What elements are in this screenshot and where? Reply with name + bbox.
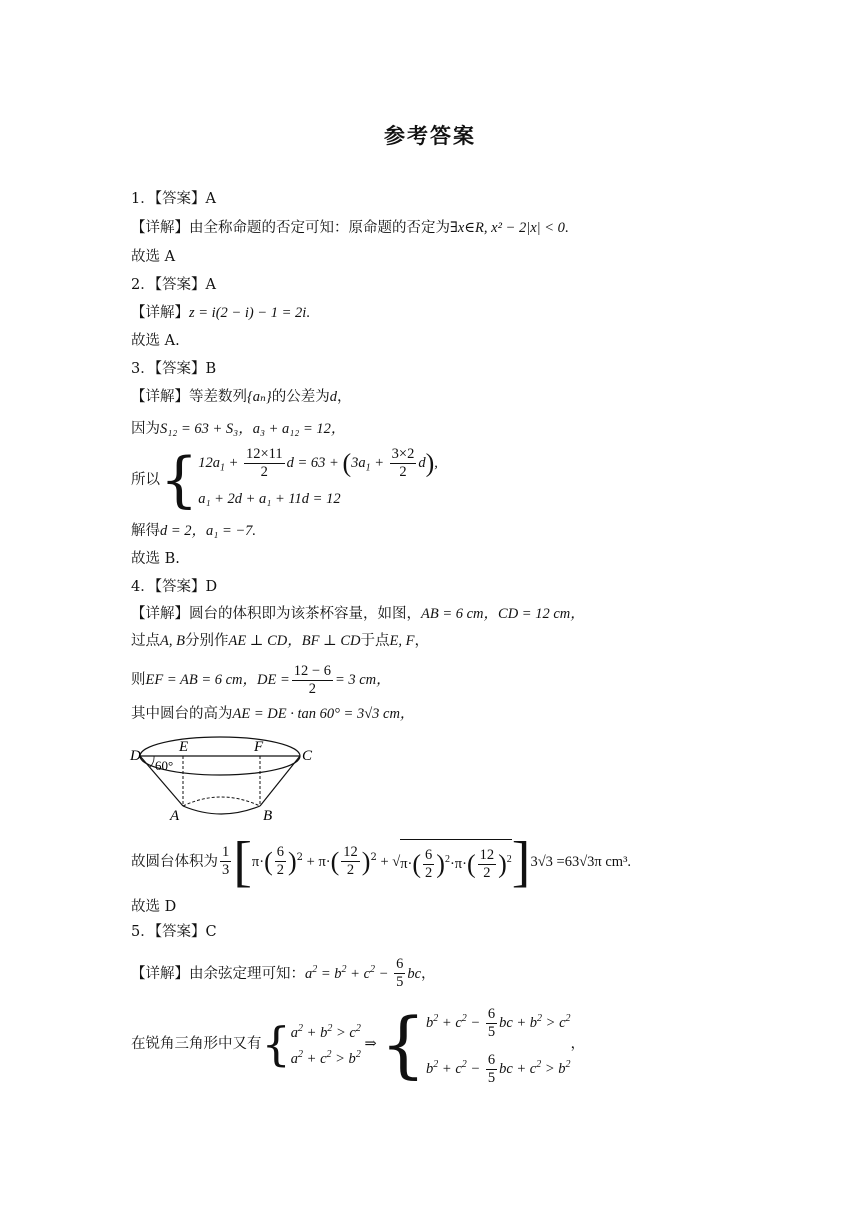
q3-detail-suffix: 的公差为 — [271, 389, 330, 405]
q4-frac-num: 12 − 6 — [293, 662, 331, 679]
q4-line2-mid: 分别作 — [184, 633, 229, 649]
label-angle: 60° — [155, 758, 174, 773]
q3-because-formula: S₁₂ = 63 + S₃，a₃ + a₁₂ = 12， — [160, 421, 346, 437]
q4-line3-fraction — [292, 663, 333, 698]
q4-line4-text: 其中圆台的高为 — [131, 706, 233, 722]
q1-end: 故选 A — [131, 249, 176, 265]
q1-detail-text: 【详解】由全称命题的否定可知：原命题的否定为 — [131, 220, 450, 236]
q3-solve-formula: d = 2，a₁ = −7. — [160, 523, 257, 539]
q3-because-text: 因为 — [131, 421, 160, 437]
label-f: F — [254, 739, 264, 755]
label-d: D — [130, 748, 141, 764]
q3-because — [131, 419, 345, 439]
q5-system-left: $a^2 + b^2 > c^2$ $a^2 + c^2 > b^2$ — [290, 1023, 361, 1067]
q4-detail-text: 【详解】圆台的体积即为该茶杯容量，如图， — [131, 606, 421, 622]
q2-answer: 2．【答案】A — [131, 277, 216, 293]
page-title: 参考答案 — [384, 123, 476, 148]
q5-acute: 在锐角三角形中又有{ $a^2 + b^2 > c^2$ $a^2 + c^2 > b^2$ ⇒ { $b^2 + c^2$ − $\frac{6}{5}$ bc + $b^2 > c^2$ $b^2 + c^2$ − $\frac{6}{5}$ bc + $c^2 > b^2$ ， — [131, 998, 585, 1090]
q1-answer: 1．【答案】A — [131, 191, 216, 207]
q2-detail: 【详解】z = i(2 − i) − 1 = 2i. — [131, 305, 310, 321]
q4-line4-formula: AE = DE · tan 60° = 3√3 cm， — [232, 706, 415, 722]
q3-end: 故选 B. — [131, 551, 180, 567]
q4-line3-formula2: = 3 cm， — [334, 672, 391, 688]
q3-sys-line1: $12a_1$ + $\frac{12\times 11}{2}$ $d = 63 + (3a_1$ + $\frac{3\times 2}{2}$ d), — [198, 446, 438, 480]
label-b: B — [263, 808, 273, 824]
q5-system-right: $b^2 + c^2$ − $\frac{6}{5}$ bc + $b^2 > c^2$ $b^2 + c^2$ − $\frac{6}{5}$ bc + $c^2 > b^2$ — [426, 1006, 571, 1086]
q3-so-text: 所以 — [131, 471, 160, 488]
q4-volume-result: 3√3 =63√3π cm³. — [530, 853, 632, 870]
q4-volume-text: 故圆台体积为 — [131, 853, 218, 870]
q3-equation-system — [198, 446, 438, 514]
q4-answer: 4．【答案】D — [131, 579, 218, 595]
q3-solve-text: 解得 — [131, 523, 160, 539]
q4-line2-points2: E, F — [389, 633, 415, 649]
q2-formula: z = i(2 − i) − 1 = 2i — [189, 305, 307, 321]
q1-formula: ∃x∈R, x² − 2|x| < 0 — [450, 220, 565, 236]
q3-sys-line2: a₁ + 2d + a₁ + 11d = 12 — [198, 490, 341, 507]
bottom-back-arc — [183, 797, 260, 806]
side-cb — [260, 756, 300, 806]
bottom-front-arc — [183, 806, 260, 814]
label-e: E — [179, 739, 189, 755]
q4-frac-den: 2 — [308, 680, 316, 697]
q4-line2-mid2: 于点 — [360, 633, 390, 649]
q4-line2-formula: AE ⊥ CD，BF ⊥ CD — [228, 633, 361, 649]
q4-volume: 故圆台体积为 $\frac{1}{3}$ [π·( $\frac{6}{2}$ )$^2$ + π·( $\frac{12}{2}$ )$^2$ + √π·( $\frac{6}{2}$ )$^2$·π·( $\frac{12}{2}$ )$^2$]3√3 =63√3π cm³. — [131, 830, 632, 893]
q4-line2: 过点A, B分别作AE ⊥ CD，BF ⊥ CD于点E, F， — [131, 633, 429, 649]
q3-var: d — [329, 389, 337, 405]
q2-end: 故选 A. — [131, 333, 180, 349]
q5-detail: 【详解】由余弦定理可知：$a^2 = b^2 + c^2$ − $\frac{6}{5}$ bc， — [131, 956, 436, 991]
q4-line3 — [131, 660, 391, 700]
q5-answer: 5．【答案】C — [131, 924, 217, 940]
q4-line2-points: A, B — [160, 633, 185, 649]
q4-end: 故选 D — [131, 899, 177, 915]
q3-seq: {aₙ} — [247, 389, 272, 405]
q3-answer: 3．【答案】B — [131, 361, 217, 377]
q4-line3-text: 则 — [131, 672, 146, 688]
q3-detail: 【详解】等差数列{aₙ}的公差为d， — [131, 389, 352, 405]
label-c: C — [302, 748, 313, 764]
q4-detail — [131, 604, 585, 624]
q3-system: 所以{ $12a_1$ + $\frac{12\times 11}{2}$ $d = 63 + (3a_1$ + $\frac{3\times 2}{2}$ d), a₁ + 2d + a₁ + 11d = 12 — [131, 444, 438, 515]
q4-detail-formula: AB = 6 cm，CD = 12 cm， — [421, 606, 585, 622]
q5-detail-text: 【详解】由余弦定理可知： — [131, 965, 305, 982]
q5-acute-text: 在锐角三角形中又有 — [131, 1035, 262, 1052]
frustum-figure — [128, 730, 328, 825]
q4-line3-formula: EF = AB = 6 cm，DE = — [145, 672, 290, 688]
q1-detail: 【详解】由全称命题的否定可知：原命题的否定为∃x∈R, x² − 2|x| < 0. — [131, 220, 569, 236]
q4-line2-text: 过点 — [131, 633, 160, 649]
q4-line4 — [131, 704, 414, 724]
q3-detail-text: 【详解】等差数列 — [131, 389, 247, 405]
label-a: A — [170, 808, 180, 824]
q3-solve — [131, 521, 256, 541]
q2-detail-text: 【详解】 — [131, 305, 189, 321]
